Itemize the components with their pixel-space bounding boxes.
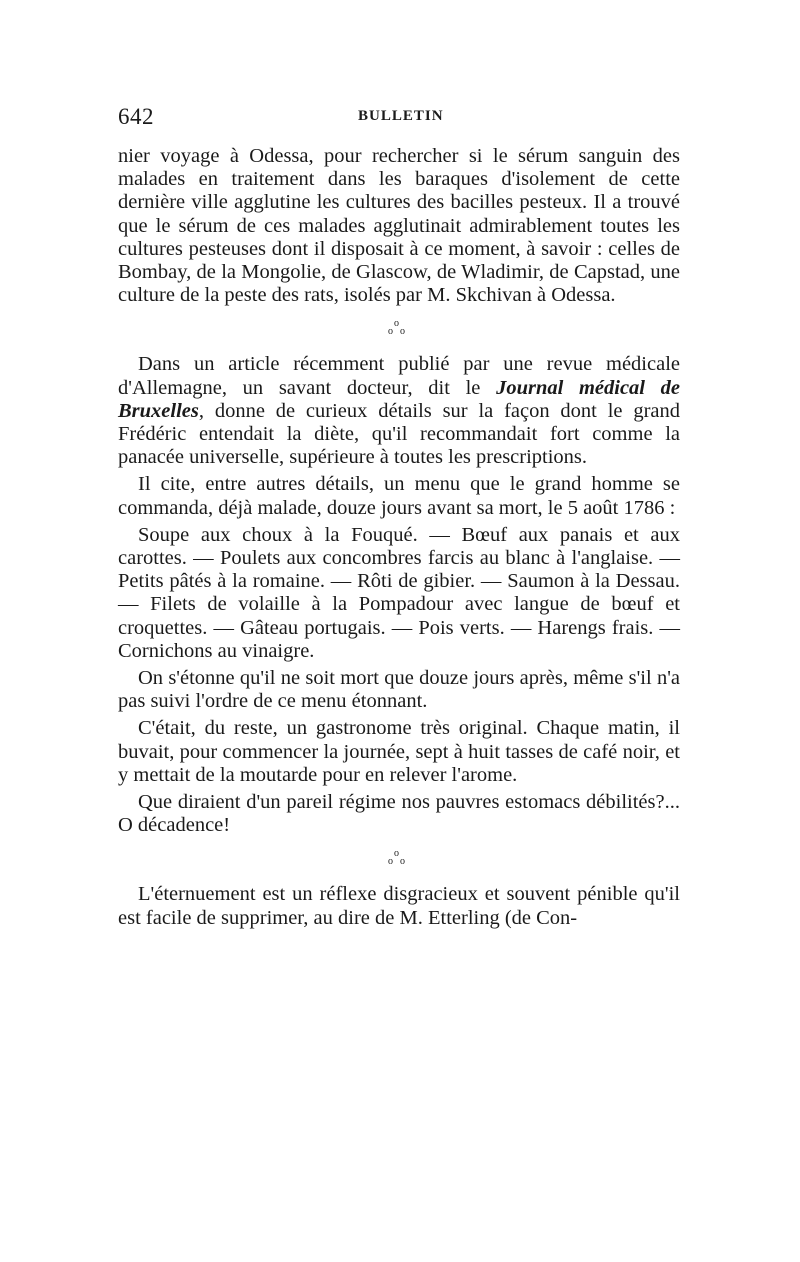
paragraph-decadence: Que diraient d'un pareil régime nos pauvres estomacs débilités?... O décadence! (118, 791, 680, 837)
paragraph-article-start: Dans un article récemment publié par une revue médicale d'Allemagne, un savant docteur, dit le (118, 353, 680, 399)
paragraph-article-end: , donne de curieux détails sur la façon dont le grand Frédéric entendait la diète, qu'il recommandait fort comme la panacée universelle, supérieure à toutes les prescriptions. (118, 399, 680, 469)
paragraph-gastronome: C'était, du reste, un gastronome très original. Chaque matin, il buvait, pour commencer la journée, sept à huit tasses de café noir, et y mettait de la moutarde pour en relever l'arome. (118, 717, 680, 786)
asterism-mark: o (388, 326, 393, 338)
paragraph-sneeze: L'éternuement est un réflexe disgracieux et souvent pénible qu'il est facile de supprimer, au dire de M. Etterling (de Con- (118, 883, 680, 929)
asterism-mark: o (388, 856, 393, 868)
paragraph-menu: Soupe aux choux à la Fouqué. — Bœuf aux panais et aux carottes. — Poulets aux concombres farcis au blanc à l'anglaise. — Petits pâtés à la romaine. — Rôti de gibier. — Saumon à la Dessau. — Filets de volaille à la Pompadour avec langue de bœuf et croquettes. — Gâteau portugais. — Pois verts. — Harengs frais. — Cornichons au vinaigre. (118, 523, 680, 662)
page-number: 642 (118, 104, 154, 129)
paragraph-continuation: nier voyage à Odessa, pour rechercher si le sérum sanguin des malades en traitement dans les baraques d'isolement de cette dernière ville agglutine les cultures des bacilles pesteux. Il a trouvé que le sérum de ces malades agglutinait admirablement toutes les cultures pesteuses dont il disposait à ce moment, à savoir : celles de Bombay, de la Mongolie, de Glascow, de Wladimir, de Capstad, une culture de la peste des rats, isolés par M. Skchivan à Odessa. (118, 145, 680, 307)
journal-title: Journal médical de Bruxelles (118, 376, 680, 422)
section-divider-asterism (118, 307, 680, 353)
asterism-mark: o (394, 848, 399, 860)
section-divider-asterism (118, 837, 680, 883)
running-head: BULLETIN (358, 108, 444, 124)
asterism-mark: o (394, 318, 399, 330)
paragraph-menu-intro: Il cite, entre autres détails, un menu que le grand homme se commanda, déjà malade, douze jours avant sa mort, le 5 août 1786 : (118, 473, 680, 519)
asterism-mark: o (400, 856, 405, 868)
paragraph-astonishment: On s'étonne qu'il ne soit mort que douze jours après, même s'il n'a pas suivi l'ordre de ce menu étonnant. (118, 667, 680, 713)
paragraph-article (118, 353, 680, 469)
body-text (118, 145, 680, 930)
asterism-mark: o (400, 326, 405, 338)
page-header (118, 104, 680, 134)
